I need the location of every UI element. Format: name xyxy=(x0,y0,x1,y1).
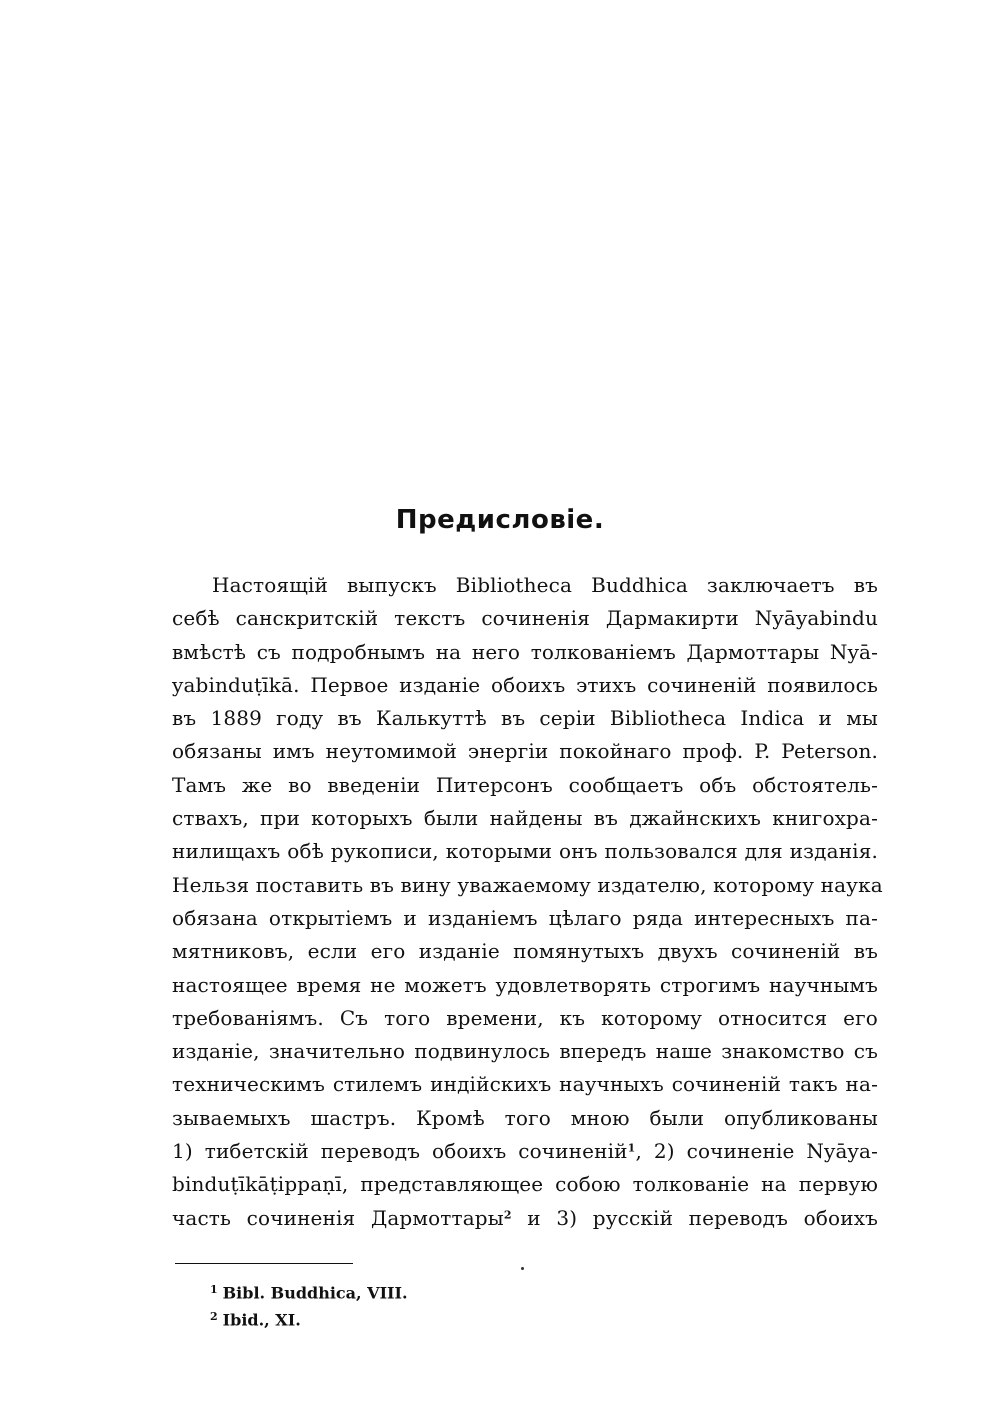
footnote-separator xyxy=(175,1263,353,1264)
text-line: себѣ санскритскій текстъ сочиненія Дармакирти Nyāyabindu xyxy=(172,606,878,631)
page-title: Предисловіе. xyxy=(395,505,605,535)
text-line xyxy=(172,1135,878,1168)
text-line xyxy=(172,1202,878,1235)
text-line: yabinduṭīkā. Первое изданіе обоихъ этихъ сочиненій появилось xyxy=(172,672,878,697)
text-segment: 1) тибетскій переводъ обоихъ сочиненій xyxy=(172,1139,628,1164)
footnote xyxy=(210,1304,301,1330)
text-line: зываемыхъ шастръ. Кромѣ того мною были опубликованы xyxy=(172,1105,878,1130)
text-line: Тамъ же во введеніи Питерсонъ сообщаетъ объ обстоятель- xyxy=(172,772,878,797)
text-segment: , 2) сочиненіе Nyāya- xyxy=(635,1139,878,1164)
footnote-text: Ibid., XI. xyxy=(222,1310,301,1330)
footnote-reference[interactable]: 1 xyxy=(627,1141,636,1155)
footnote-reference[interactable]: 2 xyxy=(503,1208,512,1222)
text-line: техническимъ стилемъ индійскихъ научныхъ сочиненій такъ на- xyxy=(172,1072,878,1097)
text-line: обязана открытіемъ и изданіемъ цѣлаго ряда интересныхъ па- xyxy=(172,905,878,930)
footnote-text: Bibl. Buddhica, VIII. xyxy=(222,1283,408,1303)
text-line: вмѣстѣ съ подробнымъ на него толкованіемъ Дармоттары Nyā- xyxy=(172,639,878,664)
text-line: нилищахъ обѣ рукописи, которыми онъ пользовался для изданія. xyxy=(172,839,878,864)
text-line: ствахъ, при которыхъ были найдены въ джайнскихъ книгохра- xyxy=(172,806,878,831)
text-line: Настоящій выпускъ Bibliotheca Buddhica заключаетъ въ xyxy=(212,573,878,597)
footnote-mark: 2 xyxy=(210,1310,218,1323)
preface-paragraph xyxy=(172,569,883,1235)
text-line: настоящее время не можетъ удовлетворять строгимъ научнымъ xyxy=(172,972,878,997)
text-line: изданіе, значительно подвинулось впередъ наше знакомство съ xyxy=(172,1039,878,1064)
text-segment: и 3) русскій переводъ обоихъ xyxy=(511,1205,879,1230)
footnote-mark: 1 xyxy=(210,1283,218,1296)
text-segment: часть сочиненія Дармоттары xyxy=(172,1205,504,1230)
text-line: мятниковъ, если его изданіе помянутыхъ двухъ сочиненій въ xyxy=(172,939,878,964)
text-line: обязаны имъ неутомимой энергіи покойнаго проф. P. Peterson. xyxy=(172,739,878,764)
footnote xyxy=(210,1277,408,1303)
text-line: требованіямъ. Съ того времени, къ которому относится его xyxy=(172,1005,878,1030)
text-line: въ 1889 году въ Калькуттѣ въ серіи Bibliotheca Indica и мы xyxy=(172,706,878,731)
text-line: binduṭīkāṭippaṇī, представляющее собою толкованіе на первую xyxy=(172,1172,878,1197)
print-speck xyxy=(521,1267,524,1270)
text-line: Нельзя поставить въ вину уважаемому издателю, которому наука xyxy=(172,872,883,897)
